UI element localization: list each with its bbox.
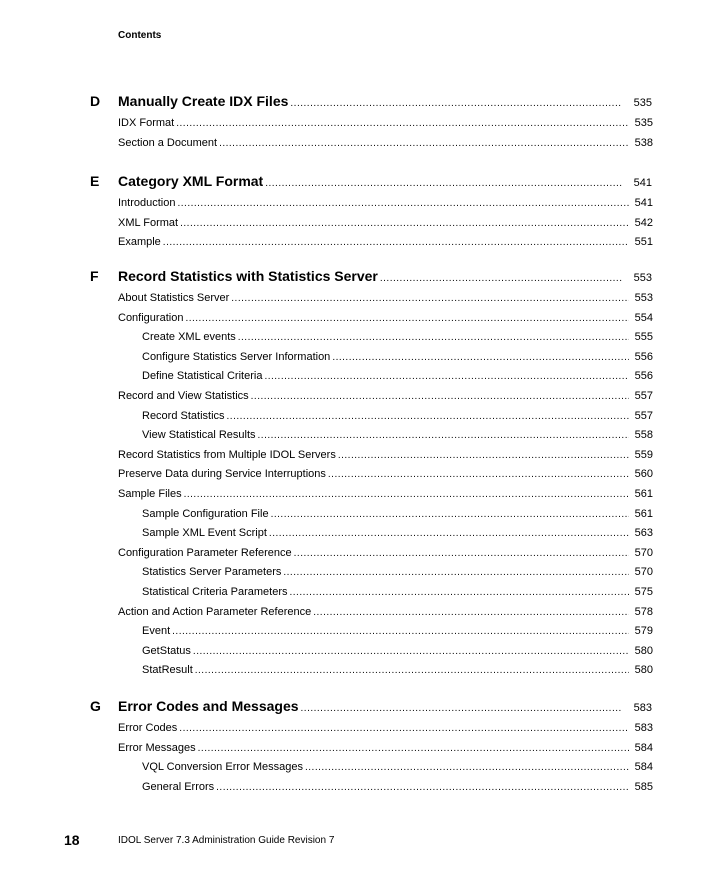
toc-entry-page: 535: [634, 117, 653, 129]
chapter-title: Error Codes and Messages: [118, 698, 299, 714]
toc-entry-page: 570: [634, 566, 653, 579]
toc-entry-page: 559: [634, 448, 653, 461]
toc-entry-page: 556: [634, 370, 653, 383]
toc-entry[interactable]: [118, 236, 653, 252]
dot-leader: [301, 703, 622, 714]
toc-entry-page: 538: [634, 136, 653, 149]
dot-leader: [380, 273, 622, 284]
toc-entry[interactable]: [142, 508, 653, 524]
toc-entry-page: 561: [634, 488, 653, 500]
toc-entry-title: Error Codes: [118, 722, 178, 734]
dot-leader: [305, 762, 629, 773]
dot-leader: [193, 646, 629, 657]
toc-entry-title: Introduction: [118, 197, 176, 209]
toc-entry[interactable]: [142, 664, 653, 680]
toc-entry[interactable]: [142, 410, 653, 426]
dot-leader: [198, 743, 629, 754]
chapter-letter: E: [90, 173, 100, 189]
chapter-title: Manually Create IDX Files: [118, 93, 289, 109]
toc-entry-title: VQL Conversion Error Messages: [142, 761, 303, 774]
toc-entry[interactable]: [118, 547, 653, 563]
chapter-page: 535: [633, 97, 652, 109]
toc-entry-page: 555: [634, 331, 653, 344]
dot-leader: [328, 469, 629, 480]
chapter-heading[interactable]: [80, 698, 652, 718]
toc-entry-title: Create XML events: [142, 331, 236, 344]
toc-entry-title: Record and View Statistics: [118, 390, 249, 402]
toc-entry-title: Preserve Data during Service Interruptions: [118, 468, 326, 481]
toc-entry[interactable]: [118, 606, 653, 622]
toc-entry-page: 578: [634, 605, 653, 618]
toc-entry-title: View Statistical Results: [142, 429, 256, 442]
toc-entry[interactable]: [142, 586, 653, 602]
dot-leader: [184, 489, 629, 500]
toc-entry-page: 541: [634, 197, 653, 209]
toc-entry-title: Configuration: [118, 311, 184, 324]
toc-entry[interactable]: [118, 488, 653, 504]
toc-entry[interactable]: [142, 331, 653, 347]
toc-entry-title: Section a Document: [118, 136, 218, 149]
toc-entry-title: Action and Action Parameter Reference: [118, 605, 312, 618]
dot-leader: [180, 218, 629, 229]
toc-entry-title: Define Statistical Criteria: [142, 370, 263, 383]
dot-leader: [258, 430, 629, 441]
toc-entry-title: GetStatus: [142, 644, 191, 657]
toc-entry-page: 563: [634, 527, 653, 540]
toc-entry-title: Sample Files: [118, 488, 182, 500]
toc-entry[interactable]: [142, 645, 653, 661]
toc-entry-page: 570: [634, 546, 653, 559]
toc-entry-page: 580: [634, 664, 653, 677]
page-number: 18: [64, 832, 80, 848]
toc-entry-title: StatResult: [142, 664, 193, 677]
dot-leader: [231, 293, 629, 304]
dot-leader: [332, 352, 629, 363]
toc-entry-page: 551: [634, 236, 653, 249]
dot-leader: [179, 723, 629, 734]
chapter-page: 583: [633, 702, 652, 714]
toc-entry-title: Configure Statistics Server Information: [142, 350, 331, 363]
toc-entry-title: About Statistics Server: [118, 292, 230, 304]
dot-leader: [251, 391, 629, 402]
dot-leader: [219, 138, 629, 149]
toc-entry-title: XML Format: [118, 216, 179, 229]
toc-entry-page: 553: [634, 292, 653, 304]
toc-entry[interactable]: [118, 197, 653, 213]
dot-leader: [172, 626, 629, 637]
toc-entry[interactable]: [142, 351, 653, 367]
toc-entry-page: 561: [634, 507, 653, 520]
toc-entry-title: Record Statistics: [142, 409, 225, 422]
chapter-heading[interactable]: [80, 173, 652, 193]
dot-leader: [290, 98, 622, 109]
dot-leader: [163, 237, 629, 248]
toc-entry-title: Error Messages: [118, 741, 196, 754]
chapter-page: 553: [633, 272, 652, 284]
toc-entry-title: Statistics Server Parameters: [142, 566, 282, 579]
dot-leader: [313, 607, 629, 618]
chapter-heading[interactable]: [80, 93, 652, 113]
chapter-title: Record Statistics with Statistics Server: [118, 268, 378, 284]
toc-entry[interactable]: [142, 566, 653, 582]
dot-leader: [176, 118, 629, 129]
toc-entry-page: 542: [634, 216, 653, 229]
toc-entry-page: 579: [634, 625, 653, 638]
toc-entry-title: IDX Format: [118, 117, 175, 129]
running-header: Contents: [118, 30, 162, 41]
toc-entry-page: 556: [634, 350, 653, 363]
toc-entry-title: General Errors: [142, 780, 215, 793]
toc-entry-title: Configuration Parameter Reference: [118, 546, 292, 559]
footer-title: IDOL Server 7.3 Administration Guide Revision 7: [118, 835, 335, 846]
toc-entry[interactable]: [118, 449, 653, 465]
toc-entry-page: 580: [634, 644, 653, 657]
dot-leader: [265, 178, 622, 189]
toc-entry[interactable]: [118, 217, 653, 233]
toc-entry-page: 557: [634, 409, 653, 422]
dot-leader: [290, 587, 630, 598]
dot-leader: [271, 509, 629, 520]
toc-entry-page: 575: [634, 586, 653, 598]
dot-leader: [177, 198, 629, 209]
toc-entry[interactable]: [118, 468, 653, 484]
dot-leader: [294, 548, 629, 559]
toc-entry[interactable]: [118, 312, 653, 328]
toc-entry-title: Sample XML Event Script: [142, 527, 267, 540]
toc-entry[interactable]: [118, 117, 653, 133]
dot-leader: [216, 782, 629, 793]
toc-entry-page: 557: [634, 390, 653, 402]
toc-entry-page: 554: [634, 311, 653, 324]
dot-leader: [227, 411, 629, 422]
toc-entry-page: 560: [634, 468, 653, 481]
toc-entry-title: Sample Configuration File: [142, 507, 269, 520]
chapter-letter: D: [90, 93, 101, 109]
toc-entry-title: Statistical Criteria Parameters: [142, 586, 288, 598]
toc-entry[interactable]: [142, 781, 653, 797]
dot-leader: [338, 450, 629, 461]
chapter-letter: G: [90, 698, 101, 714]
dot-leader: [269, 528, 629, 539]
toc-entry[interactable]: [118, 390, 653, 406]
toc-entry-title: Record Statistics from Multiple IDOL Servers: [118, 448, 336, 461]
chapter-heading[interactable]: [80, 268, 652, 288]
dot-leader: [195, 665, 629, 676]
toc-entry[interactable]: [142, 370, 653, 386]
dot-leader: [185, 313, 629, 324]
toc-entry-page: 584: [634, 761, 653, 774]
toc-entry-page: 585: [634, 780, 653, 793]
dot-leader: [238, 332, 629, 343]
dot-leader: [264, 371, 629, 382]
toc-entry[interactable]: [142, 761, 653, 777]
chapter-title: Category XML Format: [118, 173, 264, 189]
dot-leader: [283, 567, 629, 578]
chapter-page: 541: [633, 177, 652, 189]
toc-entry-title: Event: [142, 625, 171, 638]
toc-entry[interactable]: [118, 742, 653, 758]
toc-entry[interactable]: [118, 292, 653, 308]
toc-entry-page: 558: [634, 429, 653, 442]
chapter-letter: F: [90, 268, 99, 284]
toc-entry[interactable]: [142, 527, 653, 543]
toc-entry[interactable]: [118, 722, 653, 738]
toc-entry[interactable]: [118, 137, 653, 153]
toc-entry-title: Example: [118, 236, 161, 249]
toc-entry-page: 584: [634, 741, 653, 754]
toc-entry[interactable]: [142, 429, 653, 445]
toc-entry-page: 583: [634, 722, 653, 734]
toc-entry[interactable]: [142, 625, 653, 641]
